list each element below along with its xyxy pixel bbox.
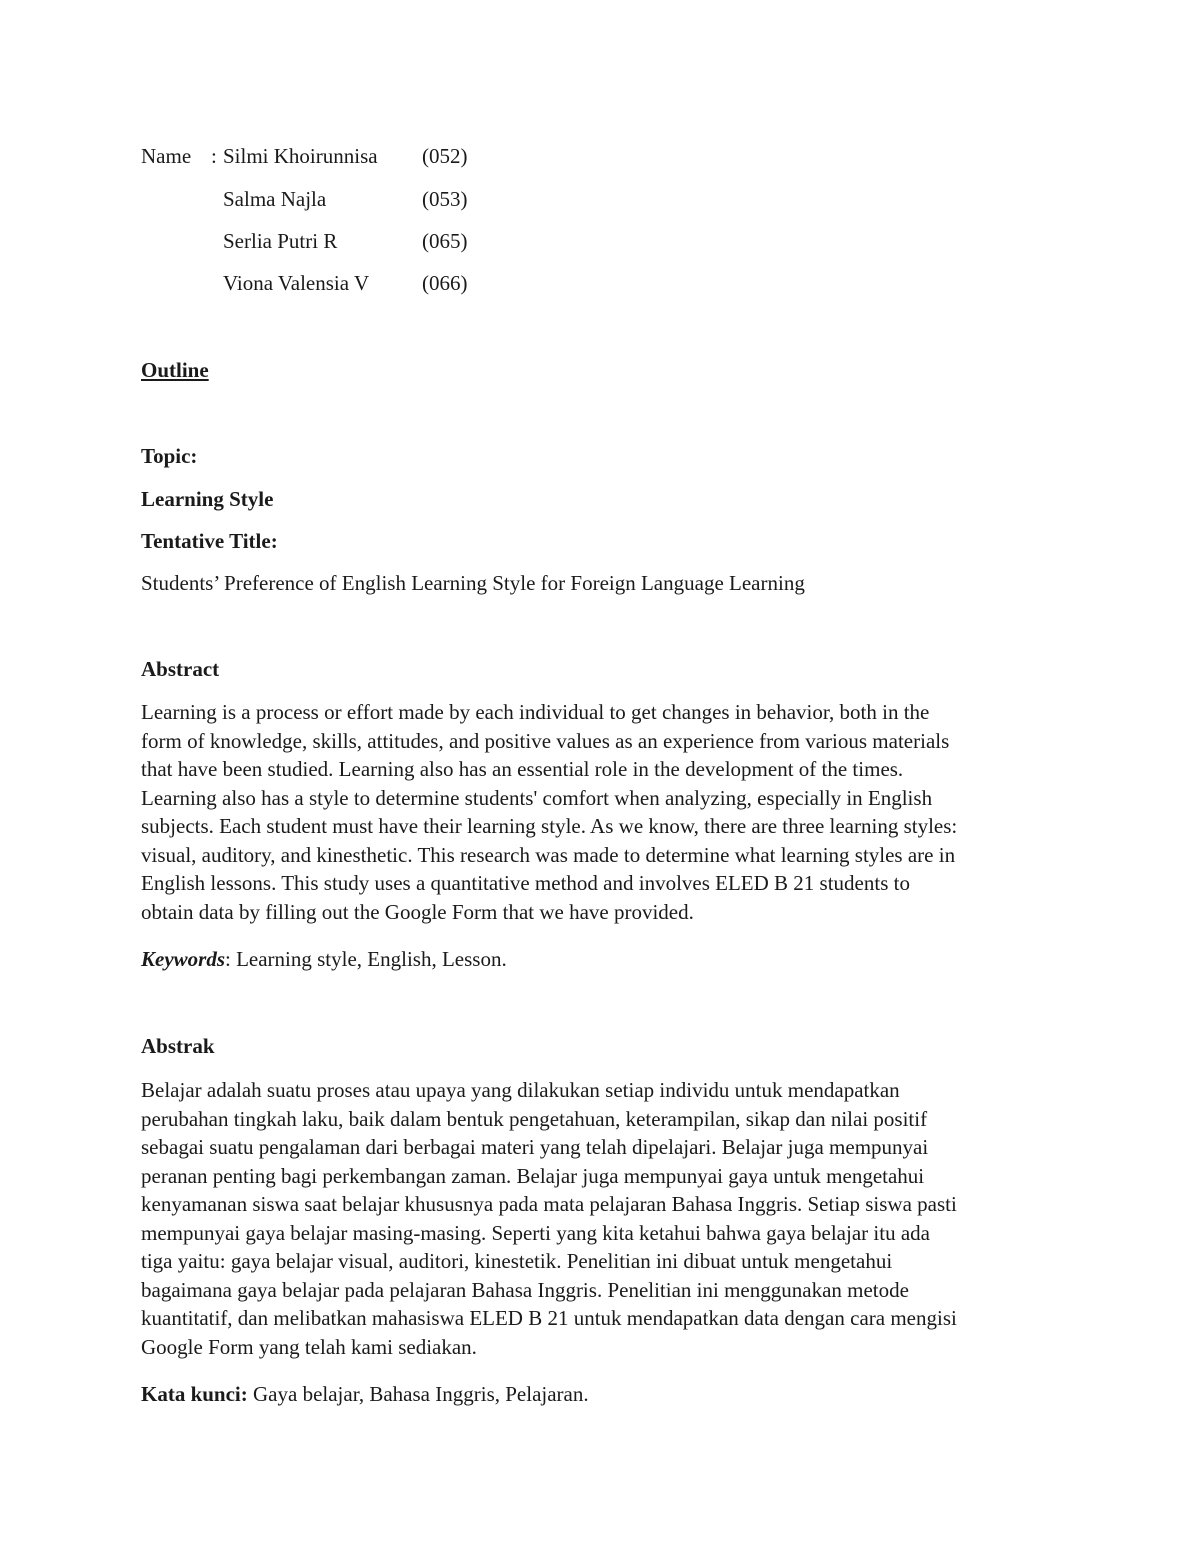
abstract-line: English lessons. This study uses a quantitative method and involves ELED B 21 students to bbox=[141, 871, 910, 895]
abstrak-line: mempunyai gaya belajar masing-masing. Seperti yang kita ketahui bahwa gaya belajar itu ada bbox=[141, 1220, 930, 1245]
abstract-line: form of knowledge, skills, attitudes, and positive values as an experience from various materials bbox=[141, 728, 950, 753]
abstrak-heading: Abstrak bbox=[141, 1034, 215, 1058]
member-id: (053) bbox=[422, 187, 468, 211]
member-name: Viona Valensia V bbox=[223, 271, 370, 295]
tentative-title-label: Tentative Title: bbox=[141, 529, 278, 553]
abstrak-body bbox=[141, 1076, 1061, 1361]
abstrak-keywords bbox=[141, 1379, 589, 1409]
abstract-heading: Abstract bbox=[141, 657, 220, 681]
abstrak-line: Google Form yang telah kami sediakan. bbox=[141, 1334, 477, 1359]
abstrak-line: peranan penting bagi perkembangan zaman. Belajar juga mempunyai gaya untuk mengetahui bbox=[141, 1163, 925, 1188]
kata-kunci-value: Gaya belajar, Bahasa Inggris, Pelajaran. bbox=[247, 1382, 589, 1406]
abstrak-line: sebagai suatu pengalaman dari berbagai materi yang telah dipelajari. Belajar juga mempunyai bbox=[141, 1135, 929, 1159]
member-name: Serlia Putri R bbox=[223, 229, 338, 253]
name-colon: : bbox=[211, 144, 217, 168]
member-id: (065) bbox=[422, 229, 468, 253]
kata-kunci-label: Kata kunci: bbox=[141, 1382, 248, 1406]
abstract-line: Learning also has a style to determine students' comfort when analyzing, especially in English bbox=[141, 785, 933, 810]
name-label: Name bbox=[141, 144, 192, 168]
member-id: (066) bbox=[422, 271, 468, 295]
topic-value: Learning Style bbox=[141, 487, 274, 511]
outline-heading: Outline bbox=[141, 358, 209, 382]
abstract-line: Learning is a process or effort made by each individual to get changes in behavior, both in the bbox=[141, 700, 930, 724]
keywords-label: Keywords bbox=[141, 947, 225, 971]
abstrak-line: kenyamanan siswa saat belajar khususnya pada mata pelajaran Bahasa Inggris. Setiap siswa pasti bbox=[141, 1192, 957, 1216]
member-name: Silmi Khoirunnisa bbox=[223, 144, 378, 168]
abstract-line: obtain data by filling out the Google Form that we have provided. bbox=[141, 899, 694, 924]
abstract-line: that have been studied. Learning also has an essential role in the development of the times. bbox=[141, 757, 904, 781]
abstrak-line: kuantitatif, dan melibatkan mahasiswa ELED B 21 untuk mendapatkan data dengan cara mengisi bbox=[141, 1306, 957, 1330]
member-id: (052) bbox=[422, 144, 468, 168]
abstract-line: visual, auditory, and kinesthetic. This research was made to determine what learning styles are in bbox=[141, 842, 956, 867]
member-name: Salma Najla bbox=[223, 187, 327, 211]
topic-label: Topic: bbox=[141, 444, 198, 468]
abstrak-line: bagaimana gaya belajar pada pelajaran Bahasa Inggris. Penelitian ini menggunakan metode bbox=[141, 1277, 909, 1302]
tentative-title-value: Students’ Preference of English Learning Style for Foreign Language Learning bbox=[141, 571, 805, 595]
abstract-line: subjects. Each student must have their learning style. As we know, there are three learning styles: bbox=[141, 814, 958, 838]
abstrak-line: tiga yaitu: gaya belajar visual, auditori, kinestetik. Penelitian ini dibuat untuk mengetahui bbox=[141, 1249, 893, 1273]
document-page bbox=[141, 0, 1061, 1553]
abstract-keywords bbox=[141, 944, 507, 974]
abstrak-line: Belajar adalah suatu proses atau upaya yang dilakukan setiap individu untuk mendapatkan bbox=[141, 1078, 900, 1102]
keywords-value: : Learning style, English, Lesson. bbox=[225, 947, 507, 971]
abstract-body bbox=[141, 698, 1061, 926]
abstrak-line: perubahan tingkah laku, baik dalam bentuk pengetahuan, keterampilan, sikap dan nilai positif bbox=[141, 1106, 928, 1131]
